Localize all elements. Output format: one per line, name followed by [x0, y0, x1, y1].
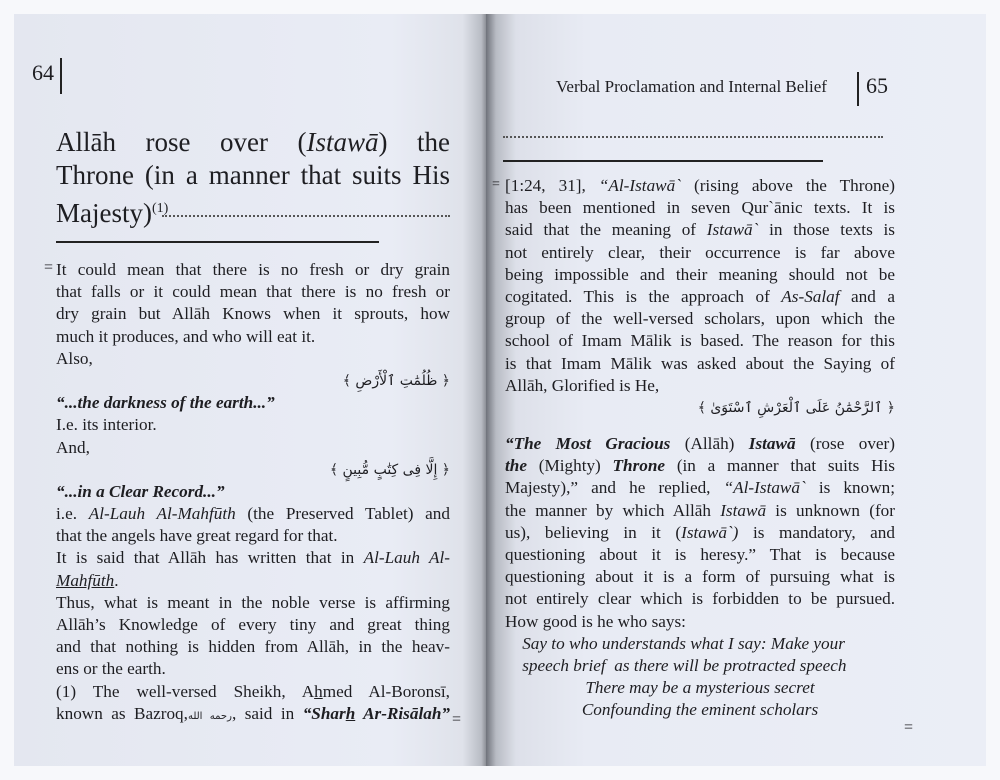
text-line [505, 219, 895, 241]
text-span: and he replied, [578, 478, 724, 498]
text-span: the [505, 456, 527, 476]
text-line [505, 588, 895, 610]
text-line [505, 242, 895, 264]
text-line [56, 326, 450, 348]
text-span: (rising above the Throne) [680, 176, 895, 195]
text-line [505, 197, 895, 219]
text-line [505, 330, 895, 352]
text-span: Majesty),” [505, 478, 579, 498]
text-line [505, 633, 895, 655]
text-span: group of the well-versed scholars, upon which the [505, 309, 895, 329]
text-line [505, 566, 895, 588]
page-number: 64 [32, 60, 54, 85]
text-span: Ar-Risālah” [355, 703, 450, 723]
footnote-text [56, 259, 450, 725]
text-span: ens or the earth. [56, 659, 166, 679]
text-span: “Al-Istawā` [723, 478, 806, 498]
text-line [505, 353, 895, 375]
text-span: much it produces, and who will eat it. [56, 326, 316, 346]
text-span: Allāh rose over ( [56, 127, 307, 157]
text-span: said that the meaning of [505, 220, 707, 240]
text-span: , said in [231, 703, 303, 723]
heading-line [56, 192, 450, 228]
text-span: Throne (in a manner that suits His [56, 160, 450, 190]
text-line [505, 433, 895, 455]
text-line [56, 525, 450, 547]
text-span: the manner by which Allāh [505, 500, 721, 520]
page-number: 65 [866, 73, 888, 98]
footnote-text [505, 175, 895, 722]
page-number-divider [857, 72, 859, 106]
text-line [56, 348, 450, 370]
text-span: . [114, 570, 119, 590]
text-span: us), believing in it ( [505, 522, 682, 542]
text-line [505, 500, 895, 522]
text-span: school of Imam Mālik is based. The reason for this [505, 331, 895, 351]
text-span: Say to who understands what I say: Make your [505, 633, 845, 653]
text-span: [1:24, 31], [505, 176, 599, 195]
text-span: not entirely clear, their occurrence is far above [505, 242, 895, 262]
arabic-verse-line [56, 370, 450, 392]
text-span: and that nothing is hidden from Allāh, in the heav- [56, 637, 450, 657]
text-span: Majesty) [56, 198, 152, 228]
text-span: is unknown (for [766, 500, 895, 520]
text-line [505, 544, 895, 566]
text-span: There may be a mysterious secret [585, 678, 815, 698]
text-span: Istawā [306, 127, 379, 157]
text-line [56, 503, 450, 525]
text-span: “Al-Istawā` [598, 176, 681, 195]
text-span: (Allāh) [670, 434, 749, 454]
text-line [505, 455, 895, 477]
text-line [56, 592, 450, 614]
text-span: is mandatory, and [738, 522, 895, 542]
text-span: being impossible and their meaning should not be [505, 264, 895, 284]
text-span: And, [56, 437, 90, 457]
text-span: Allāh, Glorified is He, [505, 375, 660, 395]
text-span: Istawā`) [681, 522, 739, 542]
text-span: (the Preserved Tablet) and [235, 504, 450, 524]
text-line [505, 677, 895, 699]
text-span: med Al-Boronsī, [322, 681, 450, 701]
text-line [505, 699, 895, 721]
text-span: i.e. [56, 504, 89, 524]
text-span: Also, [56, 348, 93, 368]
text-span: Mahfūth [56, 570, 115, 590]
arabic-verse-line [505, 397, 895, 419]
heading-line [56, 126, 450, 159]
right-page [486, 14, 986, 766]
text-span: cogitated. This is the approach of [505, 286, 782, 306]
text-span: Allāh’s Knowledge of every tiny and great thing [56, 615, 450, 634]
text-span: As-Salaf [781, 286, 840, 306]
footnote-separator [56, 241, 379, 243]
text-span: questioning about it is a form of pursuing what is [505, 567, 895, 587]
text-span: speech brief as there will be protracted speech [505, 655, 847, 675]
footnote-continuation-mark: = [904, 719, 914, 736]
continuation-mark: = [492, 177, 500, 192]
text-span: is known; [805, 478, 895, 498]
text-line [505, 286, 895, 308]
running-head: Verbal Proclamation and Internal Belief [556, 77, 827, 96]
text-span: Confounding the eminent scholars [581, 700, 819, 720]
text-span: Al-Lauh Al-Mahfūth [88, 504, 236, 524]
text-span: and a [839, 286, 895, 306]
text-line [56, 636, 450, 658]
text-line [505, 477, 895, 499]
text-line [505, 655, 895, 677]
text-line [505, 308, 895, 330]
text-span: Throne [612, 456, 666, 476]
text-span: It could mean that there is no fresh or dry grain [56, 260, 450, 279]
text-line [56, 570, 450, 592]
text-span: questioning about it is heresy.” That is because [505, 545, 895, 564]
arabic-verse-line [56, 459, 450, 481]
text-span: Istawā [748, 434, 796, 454]
text-span: that the angels have great regard for that. [56, 526, 338, 546]
text-line [505, 522, 895, 544]
text-span: (in a manner that suits His [665, 456, 895, 476]
text-line [56, 259, 450, 281]
text-span: (1) The well-versed Sheikh, A [56, 681, 315, 701]
chapter-heading [56, 126, 450, 228]
text-span: Istawā [720, 500, 767, 520]
text-line [505, 175, 895, 197]
text-span: that falls or it could mean that there is no fresh or [56, 282, 450, 302]
text-span: known as Bazroq, [56, 703, 188, 723]
text-span: It is said that Allāh has written that in [56, 548, 364, 568]
text-line [56, 681, 450, 703]
footnote-separator [503, 160, 823, 162]
text-span: Al-Lauh Al- [363, 548, 450, 568]
text-span: in those texts is [758, 220, 895, 240]
text-line [56, 437, 450, 459]
text-line [56, 658, 450, 680]
left-page [14, 14, 486, 766]
text-line [56, 281, 450, 303]
footnote-continuation-mark: = [452, 711, 462, 728]
text-span: (Mighty) [526, 456, 613, 476]
text-span: How good is he who says: [505, 611, 686, 631]
text-span: h [314, 681, 323, 701]
heading-line [56, 159, 450, 192]
text-span: “...in a Clear Record...” [56, 481, 225, 501]
text-line [56, 303, 450, 325]
text-line [56, 703, 450, 725]
text-span: Thus, what is meant in the noble verse is affirming [56, 592, 450, 612]
text-line [505, 375, 895, 397]
text-span: ﴿ ظُلُمَٰتِ ٱلْأَرْضِ ﴾ [342, 372, 450, 389]
text-span: not entirely clear which is forbidden to be pursued. [505, 589, 895, 609]
text-line [56, 547, 450, 569]
text-line [56, 481, 450, 503]
text-span: “Shar [302, 703, 346, 723]
footnote-dotted-line [162, 215, 450, 217]
text-span: رحمه الله [187, 710, 232, 722]
text-line [505, 264, 895, 286]
text-span: (rose over) [795, 434, 896, 454]
text-span: “The Most Gracious [505, 434, 671, 454]
text-span: h [345, 703, 356, 723]
text-span: has been mentioned in seven Qur`ānic texts. It is [505, 198, 895, 218]
text-span: ﴿ إِلَّا فِى كِتَٰبٍ مُّبِينٍ ﴾ [329, 461, 450, 478]
text-span: I.e. its interior. [56, 415, 157, 435]
footnote-dotted-line [503, 136, 883, 138]
text-span: (1) [151, 201, 169, 216]
text-span: ﴿ ٱلرَّحْمَٰنُ عَلَى ٱلْعَرْشِ ٱسْتَوَىٰ ﴾ [697, 399, 895, 416]
text-span: ) the [378, 127, 450, 157]
continuation-mark: = [44, 259, 54, 276]
page-number-divider [60, 58, 62, 94]
text-line [56, 614, 450, 636]
text-line [56, 414, 450, 436]
text-span: “...the darkness of the earth...” [56, 393, 275, 413]
text-line [56, 392, 450, 414]
text-line [505, 611, 895, 633]
text-span: dry grain but Allāh Knows when it sprouts, how [56, 304, 450, 324]
text-span: is that Imam Mālik was asked about the Saying of [505, 353, 895, 373]
text-span: Istawā` [706, 220, 759, 240]
